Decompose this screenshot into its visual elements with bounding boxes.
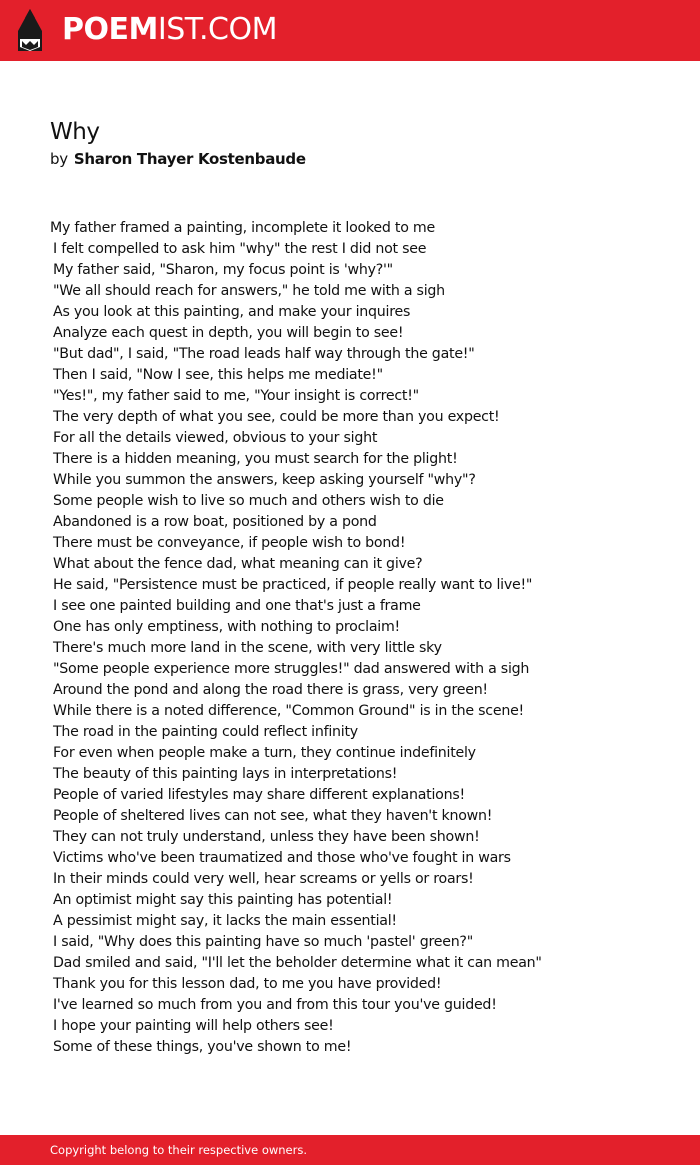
poem-line: There's much more land in the scene, with very little sky: [53, 640, 442, 656]
poem-line: There is a hidden meaning, you must search for the plight!: [53, 451, 458, 467]
poem-line: Victims who've been traumatized and those who've fought in wars: [53, 850, 511, 866]
site-footer: [0, 1135, 700, 1165]
poem-line: One has only emptiness, with nothing to proclaim!: [53, 619, 400, 635]
pencil-icon[interactable]: [18, 9, 42, 51]
poem-line: Then I said, "Now I see, this helps me mediate!": [53, 367, 383, 383]
poem-line: "Yes!", my father said to me, "Your insight is correct!": [53, 388, 419, 404]
poem-line: While there is a noted difference, "Common Ground" is in the scene!: [53, 703, 524, 719]
poem-line: Around the pond and along the road there is grass, very green!: [53, 682, 488, 698]
poem-line: "Some people experience more struggles!" dad answered with a sigh: [53, 661, 530, 677]
poem-line: Analyze each quest in depth, you will begin to see!: [53, 325, 404, 341]
poem-line: A pessimist might say, it lacks the main essential!: [53, 913, 397, 929]
poem-line: Some people wish to live so much and others wish to die: [53, 493, 444, 509]
poem-line: Dad smiled and said, "I'll let the beholder determine what it can mean": [53, 955, 542, 971]
poem-line: I've learned so much from you and from this tour you've guided!: [53, 997, 497, 1013]
author-name[interactable]: Sharon Thayer Kostenbaude: [73, 150, 306, 168]
site-header: [0, 0, 700, 61]
poem-body: [50, 218, 670, 1058]
poem-title: Why: [50, 119, 100, 145]
poem-line: My father framed a painting, incomplete it looked to me: [50, 220, 435, 236]
poem-line: In their minds could very well, hear screams or yells or roars!: [53, 871, 474, 887]
poem-line: He said, "Persistence must be practiced, if people really want to live!": [53, 577, 533, 593]
poem-line: The very depth of what you see, could be more than you expect!: [53, 409, 500, 425]
poem-line: I said, "Why does this painting have so much 'pastel' green?": [53, 934, 473, 950]
poem-line: I see one painted building and one that's just a frame: [53, 598, 421, 614]
poem-line: The road in the painting could reflect infinity: [53, 724, 358, 740]
poem-line: An optimist might say this painting has potential!: [53, 892, 393, 908]
poem-line: People of varied lifestyles may share different explanations!: [53, 787, 465, 803]
poem-line: What about the fence dad, what meaning can it give?: [53, 556, 423, 572]
poem-line: For all the details viewed, obvious to your sight: [53, 430, 378, 446]
poem-line: "But dad", I said, "The road leads half way through the gate!": [53, 346, 475, 362]
poem-line: The beauty of this painting lays in interpretations!: [53, 766, 398, 782]
poem-line: Some of these things, you've shown to me!: [53, 1039, 352, 1055]
poem-line: My father said, "Sharon, my focus point is 'why?'": [53, 262, 393, 278]
poem-line: As you look at this painting, and make your inquires: [53, 304, 411, 320]
poem-line: There must be conveyance, if people wish to bond!: [53, 535, 406, 551]
poem-line: Thank you for this lesson dad, to me you have provided!: [53, 976, 442, 992]
poem-line: People of sheltered lives can not see, what they haven't known!: [53, 808, 493, 824]
by-label: by: [50, 150, 68, 168]
poem-line: They can not truly understand, unless they have been shown!: [53, 829, 480, 845]
brand-bold: POEM: [62, 12, 158, 47]
poem-line: While you summon the answers, keep asking yourself "why"?: [53, 472, 476, 488]
byline: [50, 148, 306, 170]
poem-line: Abandoned is a row boat, positioned by a pond: [53, 514, 377, 530]
poem-line: "We all should reach for answers," he told me with a sigh: [53, 283, 445, 299]
copyright-text: Copyright belong to their respective owners.: [50, 1143, 308, 1157]
poem-line: For even when people make a turn, they continue indefinitely: [53, 745, 476, 761]
brand-light: IST.COM: [157, 12, 277, 47]
poem-line: I hope your painting will help others see!: [53, 1018, 334, 1034]
poem-line: I felt compelled to ask him "why" the rest I did not see: [53, 241, 427, 257]
site-logo[interactable]: [62, 11, 277, 49]
